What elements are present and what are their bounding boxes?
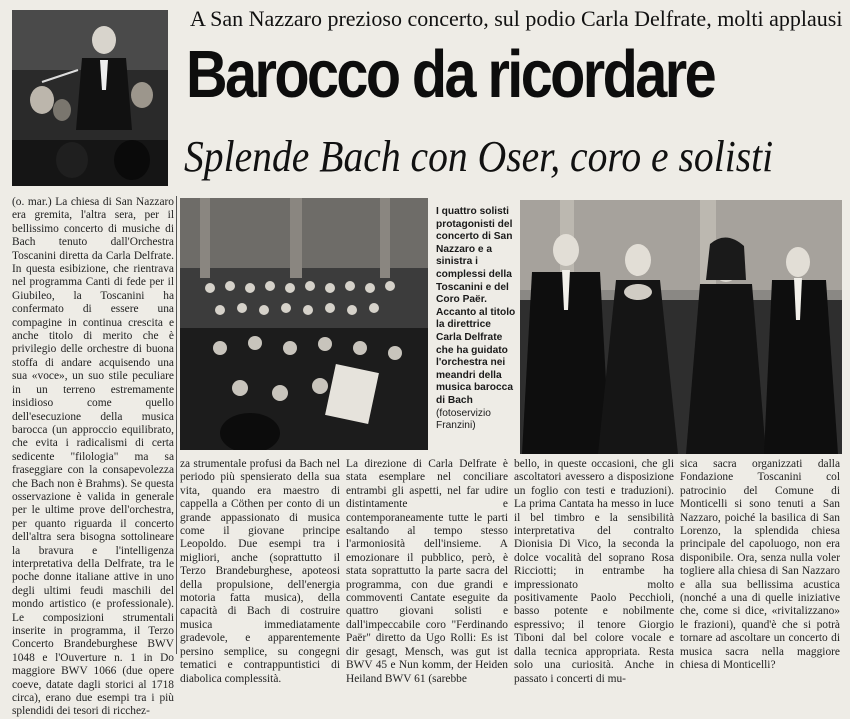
article-headline: Barocco da ricordare [186, 37, 715, 112]
article-column-1 [12, 196, 174, 719]
conductor-photo-image [12, 10, 168, 186]
photo-caption [436, 206, 518, 433]
article-column-5 [680, 458, 840, 673]
column-5-text: sica sacra organizzati dalla Fondazione Toscanini col patrocinio del Comune di Monticelli si sono tenuti a San Nazzaro, poiché la basilica di San Lorenzo, la splendida chiesa principale del capoluogo, non era disponibile. Ora, senza nulla voler togliere alla chiesa di San Nazzaro e alla sua bellissima acustica (nonché a una di quelle iniziative che, come si dice, «rivitalizzano» le frazioni), quand'è che si potrà tornare ad ascoltare un concerto di musica sacra nella maggiore chiesa di Monticelli? [680, 458, 840, 672]
soloists-photo-image [520, 200, 842, 454]
orchestra-photo-image [180, 198, 428, 450]
column-1-text: (o. mar.) La chiesa di San Nazzaro era gremita, l'altra sera, per il bellissimo concerto di musiche di Bach tenuto dall'Orchestra Toscanini diretta da Carla Delfrate. In questa esibizione, che rientrava nel programma Canti di fede per il Giubileo, la Toscanini ha confermato di essere una compagine in continua crescita e anche titolo di merito che è privilegio delle orchestre di buona stoffa di andare acquisendo una sua «voce», un suo stile peculiare in un terreno estremamente insidioso come quello dell'esecuzione della musica barocca (un approccio equilibrato, che evita i radicalismi di certa sedicente "filologia" ma sa fraseggiare con la consapevolezza che Bach non è Brahms). Se questa osservazione è valida in generale per le ultime prove dell'orchestra, per quanto riguarda il concerto dell'altra sera bisogna sottolineare la bravura e l'intelligenza interpretativa della Delfrate, tra le poche donne italiane attive in uno degli ultimi feudi maschili del mondo artistico (e professionale). Le composizioni strumentali inserite in programma, il Terzo Concerto Brandeburghese BWV 1048 e l'Ouverture n. 1 in Do maggiore BWV 1066 (due opere coeve, datate dagli storici al 1718 circa), erano due esempi tra i più splendidi dei tesori di ricchez- [12, 196, 174, 718]
orchestra-photo [180, 198, 428, 450]
article-column-2 [180, 458, 340, 686]
column-4-text: bello, in queste occasioni, che gli ascoltatori avessero a disposizione un foglio con testi e traduzioni). La prima Cantata ha messo in luce il bel timbro e la sensibilità interpretativa del contralto Dionisia Di Vico, la seconda la dolce vocalità del soprano Rosa Ricciotti; in entrambe ha impressionato molto positivamente Paolo Pecchioli, basso potente e nobilmente espressivo; il tenore Giorgio Tiboni dal bel colore vocale e dalla tecnica appropriata. Resta solo una curiosità. Anche in passato i concerti di mu- [514, 458, 674, 685]
conductor-photo [12, 10, 168, 186]
column-divider [176, 196, 177, 654]
column-3-text: La direzione di Carla Delfrate è stata esemplare nel conciliare entrambi gli aspetti, nel far udire distintamente e contemporaneamente tutte le parti esaltando al tempo stesso l'armoniosità dell'insieme. A emozionare il pubblico, però, è stata soprattutto la parte sacra del programma, con due grandi e commoventi Cantate eseguite da quattro giovani solisti e dall'impeccabile coro "Ferdinando Paër" diretto da Ugo Rolli: Es ist dir gesagt, Mensch, was gut ist BWV 45 e Nun komm, der Heiden Heiland BWV 61 (sarebbe [346, 458, 508, 685]
caption-text: I quattro solisti protagonisti del concerto di San Nazzaro e a sinistra i complessi della Toscanini e del Coro Paër. Accanto al titolo la direttrice Carla Delfrate che ha guidato l'orchestra nei meandri della musica barocca di Bach [436, 206, 516, 406]
article-subheadline: Splende Bach con Oser, coro e solisti [184, 132, 774, 181]
article-kicker: A San Nazzaro prezioso concerto, sul podio Carla Delfrate, molti applausi [190, 6, 843, 31]
article-column-3 [346, 458, 508, 686]
article-column-4 [514, 458, 674, 686]
soloists-photo [520, 200, 842, 454]
column-2-text: za strumentale profusi da Bach nel periodo più spensierato della sua vita, quando era maestro di cappella a Cöthen per conto di un grande appassionato di musica come il giovane principe Leopoldo. Due esempi tra i migliori, anche (soprattutto il Terzo Brandeburghese, apoteosi della propulsione, dell'energia motoria fatta musica), della capacità di Bach di costruire musica immediatamente gradevole, e apparentemente persino semplice, su congegni tematici e contrappuntistici di diabolica complessità. [180, 458, 340, 685]
caption-credit: (fotoservizio Franzini) [436, 407, 491, 432]
